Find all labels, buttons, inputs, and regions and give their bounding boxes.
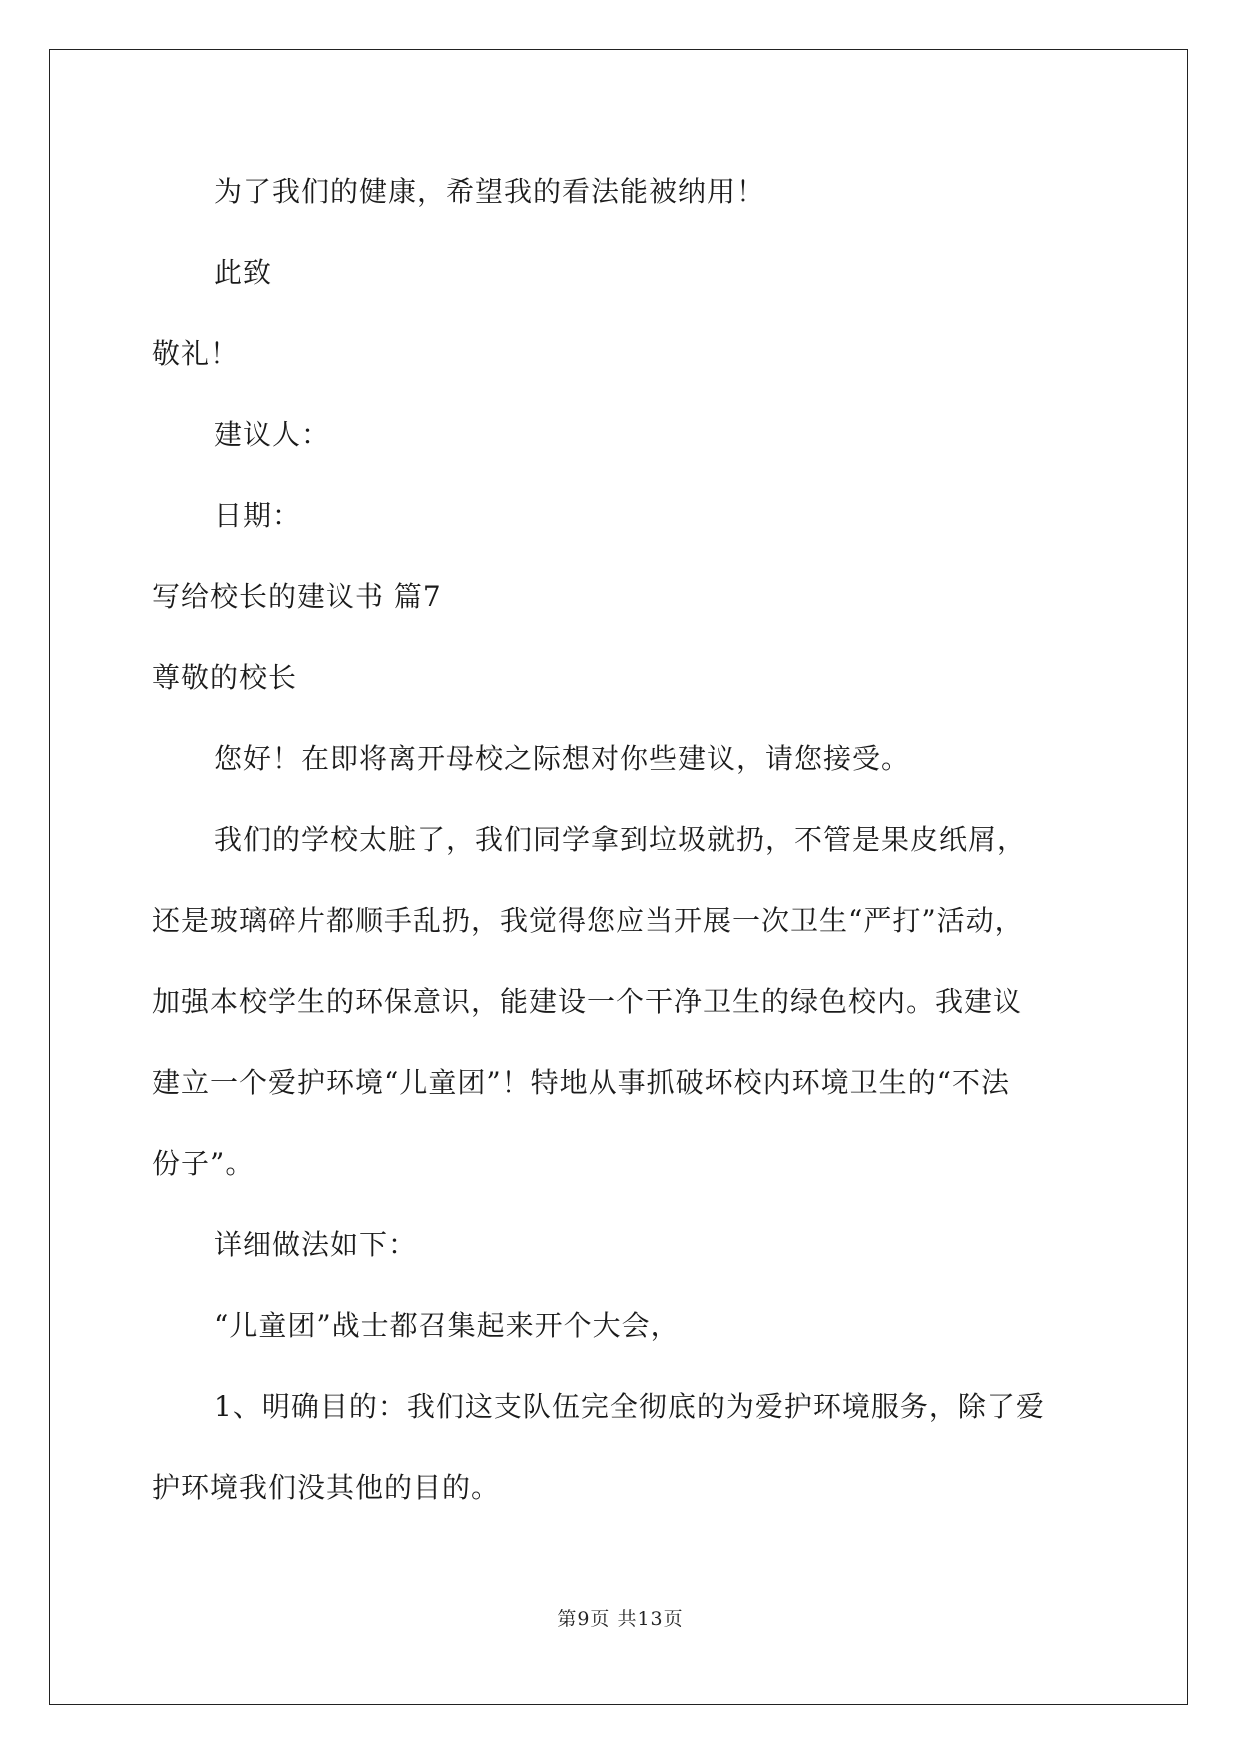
closing-salutation: 此致 xyxy=(214,256,273,289)
paragraph-line: 护环境我们没其他的目的。 xyxy=(152,1471,501,1504)
page-number-footer: 第9页 共13页 xyxy=(557,1608,684,1630)
paragraph-line: 您好！在即将离开母校之际想对你些建议，请您接受。 xyxy=(214,742,911,775)
proposer-label: 建议人： xyxy=(214,418,331,451)
paragraph-line: 份子”。 xyxy=(152,1147,255,1180)
date-label: 日期： xyxy=(214,499,302,532)
paragraph-line: 我们的学校太脏了，我们同学拿到垃圾就扔，不管是果皮纸屑， xyxy=(214,823,1027,856)
paragraph-line: 1、明确目的：我们这支队伍完全彻底的为爱护环境服务，除了爱 xyxy=(214,1390,1045,1423)
paragraph-line: 加强本校学生的环保意识，能建设一个干净卫生的绿色校内。我建议 xyxy=(152,985,1023,1018)
closing-regards: 敬礼！ xyxy=(152,337,240,370)
section-heading: 写给校长的建议书 篇7 xyxy=(152,580,442,613)
paragraph-line: 为了我们的健康，希望我的看法能被纳用！ xyxy=(214,175,766,208)
paragraph-line: 建立一个爱护环境“儿童团”！特地从事抓破坏校内环境卫生的“不法 xyxy=(152,1066,1010,1099)
paragraph-line: 详细做法如下： xyxy=(214,1228,418,1261)
greeting: 尊敬的校长 xyxy=(152,661,298,694)
paragraph-line: 还是玻璃碎片都顺手乱扔，我觉得您应当开展一次卫生“严打”活动， xyxy=(152,904,1024,937)
paragraph-line: “儿童团”战士都召集起来开个大会， xyxy=(214,1309,680,1342)
page-border xyxy=(49,49,1188,1705)
